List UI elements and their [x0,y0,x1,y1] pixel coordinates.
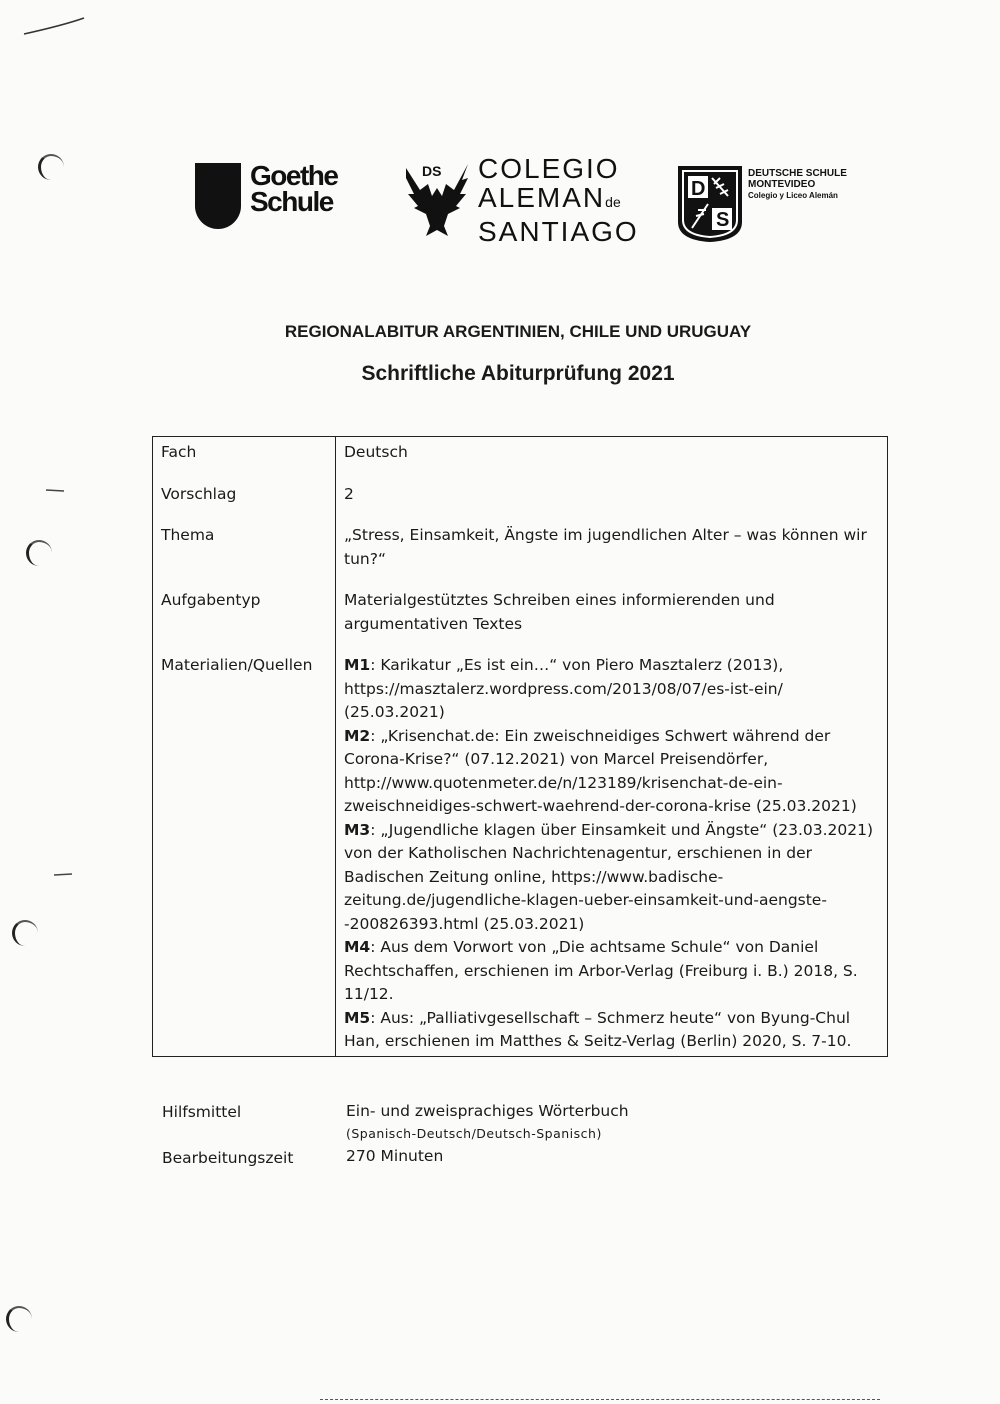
materialien-list [336,650,888,1056]
table-row [153,585,888,650]
eagle-icon [402,160,472,238]
material-text: : Karikatur „Es ist ein…“ von Piero Masztalerz (2013), https://masztalerz.wordpress.com/2013/08/07/es-ist-ein/ (25.03.2021) [344,656,784,721]
aufgabentyp-value: Materialgestütztes Schreiben eines informierenden und argumentativen Textes [344,591,775,633]
thema-label: Thema [153,520,336,585]
material-item [344,819,879,937]
material-id: M5 [344,1008,371,1027]
material-text: : Aus dem Vorwort von „Die achtsame Schule“ von Daniel Rechtschaffen, erschienen im Arbor-Verlag (Freiburg i. B.) 2018, S. 11/12. [344,938,858,1003]
hilfsmittel-note: (Spanisch-Deutsch/Deutsch-Spanisch) [346,1126,602,1141]
ds-shield-icon [676,164,744,244]
ds-letter-s: S [716,209,730,231]
colegio-de: de [605,194,621,210]
punch-hole-mark [12,920,38,946]
bearbeitungszeit-value: 270 Minuten [346,1147,444,1165]
goethe-logo-line1: Goethe [250,160,338,191]
scan-dash-mark [52,870,76,878]
exam-info-table [152,436,888,1057]
material-text: : „Krisenchat.de: Ein zweischneidiges Schwert während der Corona-Krise?“ (07.12.2021) von Marcel Preisendörfer, http://www.quotenmeter.de/n/123189/krisenchat-de-ein-zweischneidiges-schwert-waehrend-der-corona-krise (25.03.2021) [344,726,857,815]
table-row [153,520,888,585]
document-subtitle: Schriftliche Abiturprüfung 2021 [361,362,675,385]
ds-line2: MONTEVIDEO [748,179,816,190]
hilfsmittel-value: Ein- und zweisprachiges Wörterbuch [346,1102,629,1120]
punch-hole-mark [26,540,52,566]
goethe-logo-line2: Schule [250,186,333,217]
material-text: : „Jugendliche klagen über Einsamkeit und Ängste“ (23.03.2021) von der Katholischen Nachrichtenagentur, erschienen in der Badischen Zeitung online, https://www.badische-zeitung.de/jugendliche-klagen-ueber-einsamkeit-und-aengste--200826393.html (25.03.2021) [344,820,874,933]
ds-line3: Colegio y Liceo Alemán [748,191,838,200]
materialien-label: Materialien/Quellen [153,650,336,1056]
material-text: : Aus: „Palliativgesellschaft – Schmerz heute“ von Byung-Chul Han, erschienen im Matthes & Seitz-Verlag (Berlin) 2020, S. 7-10. [344,1008,852,1050]
punch-hole-mark [6,1306,32,1332]
material-item [344,936,879,1007]
ds-line1: DEUTSCHE SCHULE [748,168,847,179]
vorschlag-label: Vorschlag [153,479,336,521]
document-title: REGIONALABITUR ARGENTINIEN, CHILE UND URUGUAY [284,322,752,341]
colegio-line2: ALEMAN [478,182,606,213]
scan-bottom-line [320,1399,880,1400]
scan-line-mark [22,14,88,38]
ds-letter-d: D [691,178,706,200]
table-row [153,650,888,1056]
bearbeitungszeit-label: Bearbeitungszeit [162,1149,294,1167]
fach-label: Fach [153,437,336,479]
thema-value: „Stress, Einsamkeit, Ängste im jugendlichen Alter – was können wir tun?“ [344,526,867,568]
material-item [344,1007,879,1054]
material-id: M4 [344,938,371,956]
table-row [153,437,888,479]
colegio-line3: SANTIAGO [478,216,639,247]
material-item [344,654,879,725]
material-id: M3 [344,820,371,839]
table-row [153,479,888,521]
goethe-shield-icon [195,163,241,229]
hilfsmittel-label: Hilfsmittel [162,1103,242,1121]
scan-dash-mark [44,486,68,494]
material-id: M2 [344,726,371,745]
punch-hole-mark [38,154,64,180]
aufgabentyp-label: Aufgabentyp [153,585,336,650]
colegio-line1: COLEGIO [478,153,620,184]
vorschlag-value: 2 [344,484,354,503]
material-item [344,725,879,819]
fach-value: Deutsch [344,443,408,461]
material-id: M1 [344,656,371,674]
colegio-ds-label: DS [422,163,442,179]
